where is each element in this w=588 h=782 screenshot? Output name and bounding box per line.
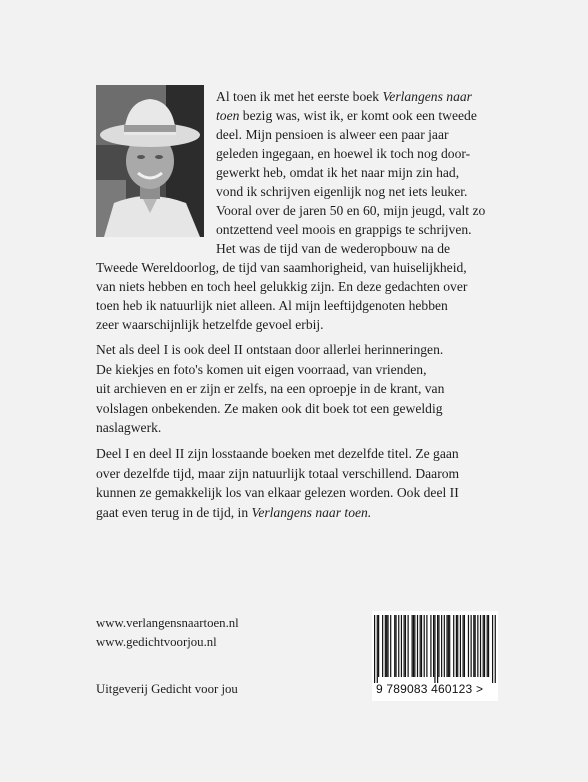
barcode-bar: [433, 615, 434, 677]
intro-line: Vooral over de jaren 50 en 60, mijn jeugd, valt zo: [216, 203, 486, 218]
barcode-bar: [480, 615, 481, 677]
website-links: [96, 614, 239, 652]
barcode-bar: [453, 615, 454, 677]
intro-line: deel. Mijn pensioen is alweer een paar jaar: [216, 127, 449, 142]
barcode-bar: [417, 615, 418, 677]
barcode-bar: [477, 615, 478, 677]
barcode-bar: [424, 615, 425, 677]
barcode-bar: [487, 615, 488, 677]
barcode-bar: [401, 615, 402, 677]
barcode-bar: [398, 615, 399, 677]
barcode-bar: [475, 615, 476, 677]
second-line: uit archieven en er zijn er zelfs, na een oproepje in de krant, van: [96, 381, 445, 397]
barcode-bar: [412, 615, 413, 677]
barcode-bar: [438, 615, 439, 677]
barcode-bar: [403, 615, 404, 677]
intro-line: toen heb ik natuurlijk niet alleen. Al mijn leeftijdgenoten hebben: [96, 298, 448, 313]
barcode-bar: [460, 615, 461, 677]
barcode-bar: [449, 615, 450, 677]
author-photo: [96, 85, 204, 237]
barcode-bars: [372, 611, 498, 683]
barcode-bar: [473, 615, 474, 677]
barcode-bar: [413, 615, 414, 677]
barcode-bar: [385, 615, 386, 677]
website-link-verlangensnaartoen[interactable]: www.verlangensnaartoen.nl: [96, 616, 239, 630]
barcode-bar: [430, 615, 431, 677]
barcode-bar: [405, 615, 406, 677]
barcode-bar: [394, 615, 395, 677]
barcode-bar: [420, 615, 421, 677]
intro-line: geleden ingegaan, en hoewel ik toch nog door-: [216, 146, 471, 161]
barcode-bar: [462, 615, 463, 677]
barcode-bar: [464, 615, 465, 677]
barcode-bar: [387, 615, 388, 677]
barcode-bar: [378, 615, 379, 677]
barcode-bar: [495, 615, 496, 683]
intro-line: Al toen ik met het eerste boek Verlangens naar: [216, 89, 472, 104]
intro-line: van niets hebben en toch heel gelukkig zijn. En deze gedachten over: [96, 279, 468, 294]
barcode-bar: [421, 615, 422, 677]
barcode-bar: [483, 615, 484, 677]
second-line: De kiekjes en foto's komen uit eigen voorraad, van vrienden,: [96, 361, 427, 377]
intro-line: Het was de tijd van de wederopbouw na de: [216, 241, 451, 256]
barcode-bar: [386, 615, 387, 677]
barcode-bar: [437, 615, 438, 683]
second-line: volslagen onbekenden. Ze maken ook dit boek tot een geweldig: [96, 400, 443, 416]
intro-line: Tweede Wereldoorlog, de tijd van saamhorigheid, van huiselijkheid,: [96, 260, 467, 275]
barcode-bar: [374, 615, 375, 683]
intro-line: gewerkt heb, omdat ik het naar mijn zin had,: [216, 165, 460, 180]
intro-line: ontzettend veel moois en grappigs te schrijven.: [216, 222, 472, 237]
barcode-bar: [390, 615, 391, 677]
barcode-bar: [484, 615, 485, 677]
second-line: naslagwerk.: [96, 420, 162, 436]
intro-line: zeer waarschijnlijk hetzelfde gevoel erbij.: [96, 317, 324, 332]
barcode-bar: [492, 615, 493, 683]
barcode-bar: [414, 615, 415, 677]
barcode-bar: [441, 615, 442, 677]
barcode-bar: [408, 615, 409, 677]
barcode-bar: [444, 615, 445, 677]
author-portrait-image: [96, 85, 204, 237]
barcode-bar: [488, 615, 489, 677]
barcode-bar: [395, 615, 396, 677]
isbn-number: 9 789083 460123 >: [376, 682, 484, 696]
intro-line: vond ik schrijven eigenlijk nog net iets leuker.: [216, 184, 468, 199]
barcode-bar: [426, 615, 427, 677]
barcode-bar: [382, 615, 383, 677]
intro-line: toen bezig was, wist ik, er komt ook een tweede: [216, 108, 477, 123]
barcode-bar: [448, 615, 449, 677]
website-link-gedichtvoorjou[interactable]: www.gedichtvoorjou.nl: [96, 635, 217, 649]
third-paragraph: [96, 444, 459, 522]
barcode-bar: [457, 615, 458, 677]
third-line: gaat even terug in de tijd, in Verlangens naar toen.: [96, 504, 372, 520]
third-line: Deel I en deel II zijn losstaande boeken met dezelfde titel. Ze gaan: [96, 446, 459, 461]
third-line: kunnen ze gemakkelijk los van elkaar gelezen worden. Ook deel II: [96, 485, 459, 501]
publisher-name: Uitgeverij Gedicht voor jou: [96, 682, 238, 696]
barcode-bar: [468, 615, 469, 677]
second-line: Net als deel I is ook deel II ontstaan door allerlei herinneringen.: [96, 342, 444, 357]
barcode-bar: [434, 615, 435, 683]
barcode-bar: [446, 615, 447, 677]
barcode-bar: [377, 615, 378, 683]
second-paragraph: [96, 340, 444, 438]
barcode-bar: [456, 615, 457, 677]
third-line: over dezelfde tijd, maar zijn natuurlijk totaal verschillend. Daarom: [96, 465, 460, 481]
barcode-bar: [471, 615, 472, 677]
